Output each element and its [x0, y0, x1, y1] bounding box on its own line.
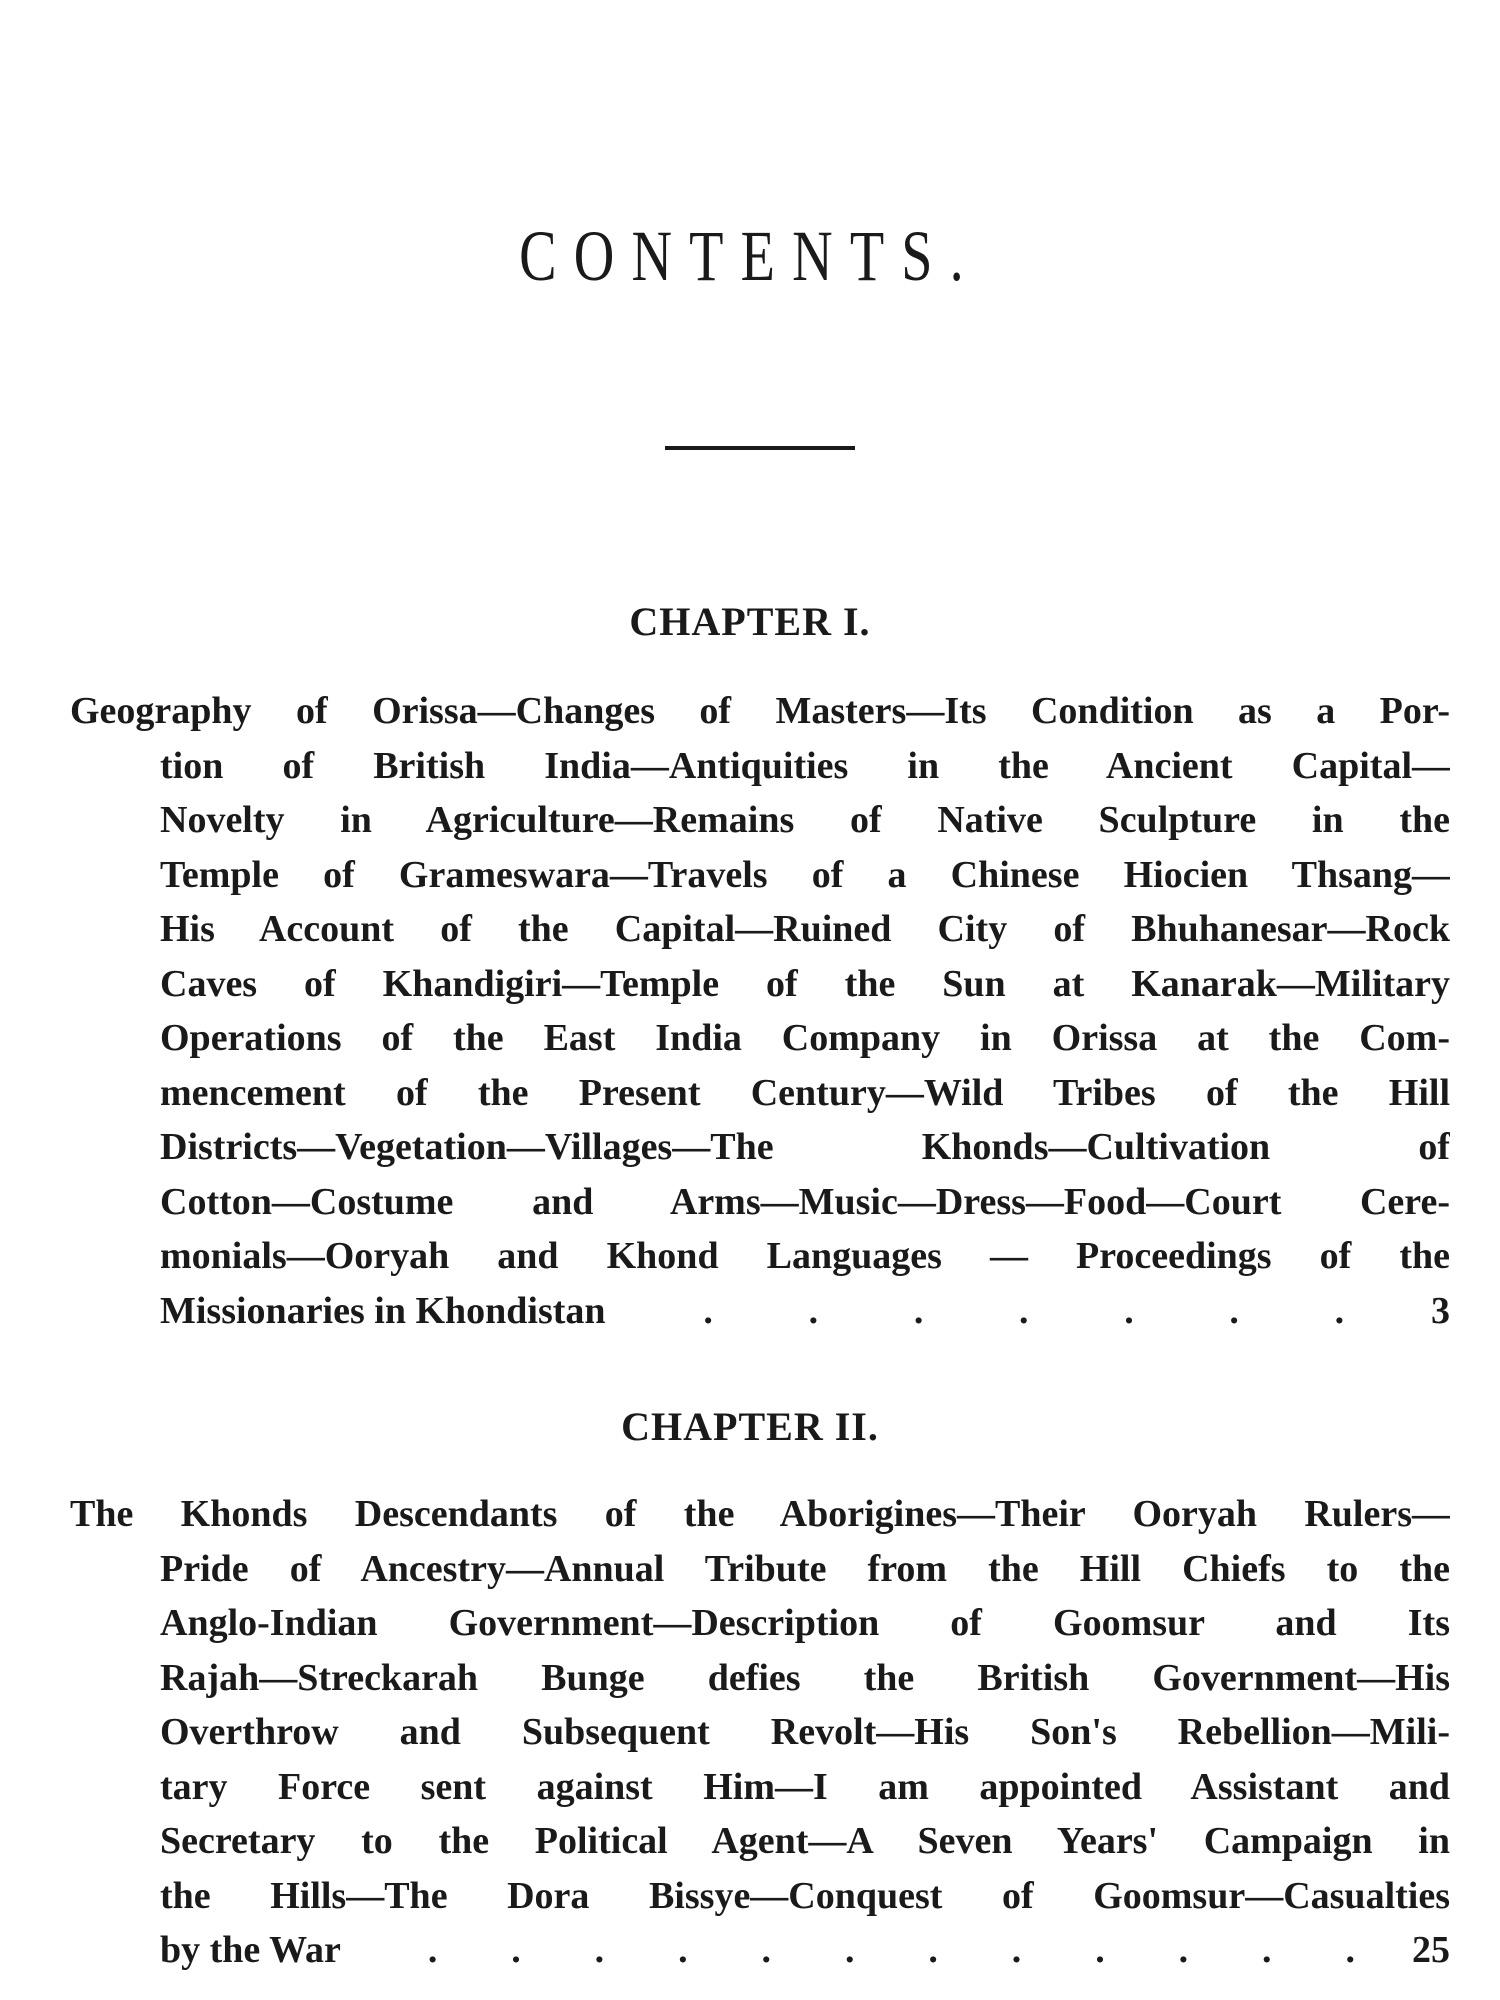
- chapter-2-last-text: by the War: [160, 1929, 341, 1971]
- chapter-1-line: tion of British India—Antiquities in the Ancient Capital—: [160, 744, 1450, 787]
- leader-dot: .: [511, 1929, 521, 1971]
- leader-dot: .: [1262, 1929, 1272, 1971]
- leader-dot: .: [1124, 1289, 1134, 1332]
- chapter-2-heading: CHAPTER II.: [621, 1404, 879, 1449]
- title-rule: [665, 446, 855, 450]
- chapter-1-line: Operations of the East India Company in Orissa at the Com-: [160, 1017, 1450, 1059]
- chapter-2-line: Overthrow and Subsequent Revolt—His Son's Rebellion—Mili-: [160, 1711, 1450, 1753]
- chapter-1-entry: [70, 684, 1450, 1338]
- chapter-2-line: the Hills—The Dora Bissye—Conquest of Goomsur—Casualties: [160, 1874, 1450, 1917]
- leader-dot: .: [1178, 1929, 1189, 1971]
- chapter-1-heading: CHAPTER I.: [629, 599, 871, 644]
- chapter-1-dot-leader: [606, 1284, 1402, 1339]
- chapter-2-dot-leader: [341, 1923, 1402, 1978]
- chapter-2-line: Anglo-Indian Government—Description of Goomsur and Its: [160, 1602, 1450, 1644]
- leader-dot: .: [1019, 1289, 1029, 1332]
- leader-dot: .: [1345, 1929, 1355, 1971]
- leader-dot: .: [913, 1289, 924, 1332]
- chapter-1-last-line: [70, 1284, 1450, 1339]
- chapter-2-last-line: [70, 1923, 1450, 1978]
- page-title: CONTENTS.: [519, 216, 981, 296]
- leader-dot: .: [594, 1929, 605, 1971]
- chapter-1-page-number: 3: [1431, 1289, 1450, 1332]
- leader-dot: .: [928, 1929, 938, 1971]
- chapter-2-line: Rajah—Streckarah Bunge defies the British Government—His: [160, 1656, 1450, 1699]
- chapter-1-line: Cotton—Costume and Arms—Music—Dress—Food—Court Cere-: [160, 1180, 1450, 1223]
- leader-dot: .: [808, 1289, 819, 1332]
- chapter-1-line: Novelty in Agriculture—Remains of Native Sculpture in the: [160, 799, 1450, 841]
- leader-dot: .: [1095, 1929, 1105, 1971]
- chapter-2-page-number: 25: [1412, 1929, 1450, 1971]
- chapter-2-entry: [70, 1487, 1450, 1978]
- chapter-1-line: Caves of Khandigiri—Temple of the Sun at Kanarak—Military: [160, 962, 1450, 1005]
- leader-dot: .: [1011, 1929, 1022, 1971]
- chapter-1-line: Geography of Orissa—Changes of Masters—Its Condition as a Por-: [70, 690, 1450, 732]
- chapter-1-line: monials—Ooryah and Khond Languages — Proceedings of the: [160, 1235, 1450, 1277]
- chapter-1-line: Temple of Grameswara—Travels of a Chinese Hiocien Thsang—: [160, 853, 1450, 896]
- chapter-1-line: mencement of the Present Century—Wild Tribes of the Hill: [160, 1071, 1450, 1114]
- chapter-2-line: tary Force sent against Him—I am appointed Assistant and: [160, 1765, 1450, 1808]
- leader-dot: .: [703, 1289, 713, 1332]
- leader-dot: .: [678, 1929, 688, 1971]
- chapter-1-line: His Account of the Capital—Ruined City of Bhuhanesar—Rock: [160, 908, 1450, 950]
- chapter-2-line: The Khonds Descendants of the Aborigines—Their Ooryah Rulers—: [70, 1493, 1450, 1535]
- leader-dot: .: [844, 1929, 855, 1971]
- chapter-1-last-text: Missionaries in Khondistan: [160, 1289, 606, 1332]
- chapter-2-line: Secretary to the Political Agent—A Seven Years' Campaign in: [160, 1820, 1450, 1862]
- leader-dot: .: [427, 1929, 438, 1971]
- chapter-1-line: Districts—Vegetation—Villages—The Khonds—Cultivation of: [160, 1126, 1450, 1168]
- leader-dot: .: [1334, 1289, 1345, 1332]
- leader-dot: .: [1229, 1289, 1239, 1332]
- chapter-2-line: Pride of Ancestry—Annual Tribute from the Hill Chiefs to the: [160, 1547, 1450, 1590]
- leader-dot: .: [761, 1929, 772, 1971]
